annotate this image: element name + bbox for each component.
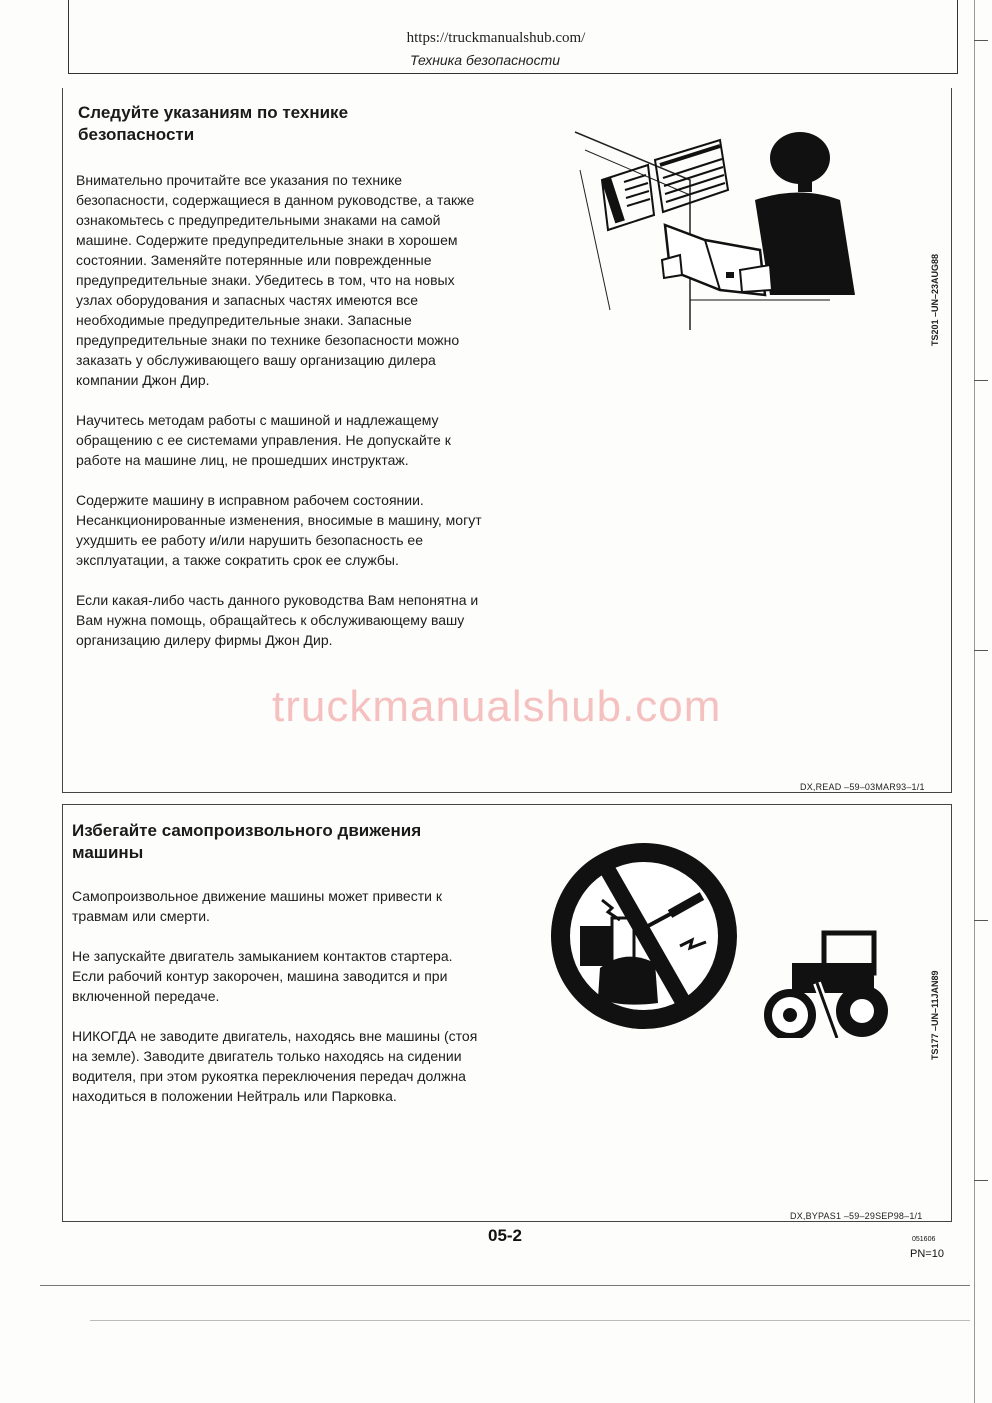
section1-title (78, 102, 498, 146)
section1-paragraph: Внимательно прочитайте все указания по технике безопасности, содержащиеся в данном руководстве, а также ознакомьтесь с предупредительными знаками на самой машине. Содержите предупредительные знаки в хорошем состоянии. Заменяйте потерянные или поврежденные предупредительные знаки. Убедитесь в том, что на новых узлах оборудования и запасных частях имеются все необходимые предупредительные знаки. Запасные предупредительные знаки по технике безопасности можно заказать у обслуживающего вашу организацию дилера компании Джон Дир. (76, 172, 475, 388)
edge-tick (974, 40, 988, 41)
section1-title-line2: безопасности (78, 125, 195, 144)
section2-title-line2: машины (72, 843, 144, 862)
doc-code: 051606 (912, 1236, 936, 1243)
section1-paragraph: Содержите машину в исправном рабочем состоянии. Несанкционированные изменения, вносимые в машину, могут ухудшить ее работу и/или нарушить безопасность ее эксплуатации, а также сократить срок ее службы. (76, 492, 482, 568)
section2-body (72, 886, 482, 1126)
watermark: truckmanualshub.com (272, 682, 722, 731)
edge-tick (974, 650, 988, 651)
edge-tick (974, 380, 988, 381)
edge-tick (974, 920, 988, 921)
page-number: 05-2 (487, 1226, 523, 1245)
section1-title-line1: Следуйте указаниям по технике (78, 103, 349, 122)
caution-decal (655, 140, 728, 212)
no-bypass-start-illustration (540, 838, 920, 1038)
section2-paragraph: НИКОГДА не заводите двигатель, находясь вне машины (стоя на земле). Заводите двигатель только находясь на сидении водителя, при этом рукоятка переключения передач должна находиться в положении Нейтраль или Парковка. (72, 1028, 478, 1104)
section2-illustration-code: TS177 –UN–11JAN89 (930, 970, 940, 1060)
section2-reference: DX,BYPAS1 –59–29SEP98–1/1 (790, 1211, 923, 1221)
warning-decal (601, 165, 654, 230)
pn-code: PN=10 (910, 1248, 944, 1260)
section2-paragraph: Не запускайте двигатель замыканием контактов стартера. Если рабочий контур закорочен, машина заводится и при включенной передаче. (72, 948, 453, 1004)
scan-edge (974, 0, 975, 1403)
scan-line (90, 1320, 970, 1321)
section1-paragraph: Научитесь методам работы с машиной и надлежащему обращению с ее системами управления. Не допускайте к работе на машине лиц, не прошедших инструктаж. (76, 412, 451, 468)
source-url: https://truckmanualshub.com/ (406, 30, 586, 46)
edge-tick (974, 1180, 988, 1181)
operator-reading-manual-illustration (570, 120, 870, 330)
scan-line (40, 1285, 970, 1286)
section1-reference: DX,READ –59–03MAR93–1/1 (800, 782, 925, 792)
section1-illustration-code: TS201 –UN–23AUG88 (930, 253, 940, 346)
running-head: Техника безопасности (409, 52, 561, 68)
section2-title (72, 820, 492, 864)
section2-paragraph: Самопроизвольное движение машины может привести к травмам или смерти. (72, 888, 442, 924)
tractor-icon (768, 933, 888, 1038)
helmet-icon (770, 132, 830, 184)
section2-title-line1: Избегайте самопроизвольного движения (72, 821, 422, 840)
prohibition-sign-icon (551, 843, 737, 1029)
section1-body (76, 170, 484, 670)
section1-paragraph: Если какая-либо часть данного руководства Вам непонятна и Вам нужна помощь, обращайтесь к обслуживающему вашу организацию дилеру фирмы Джон Дир. (76, 592, 479, 648)
